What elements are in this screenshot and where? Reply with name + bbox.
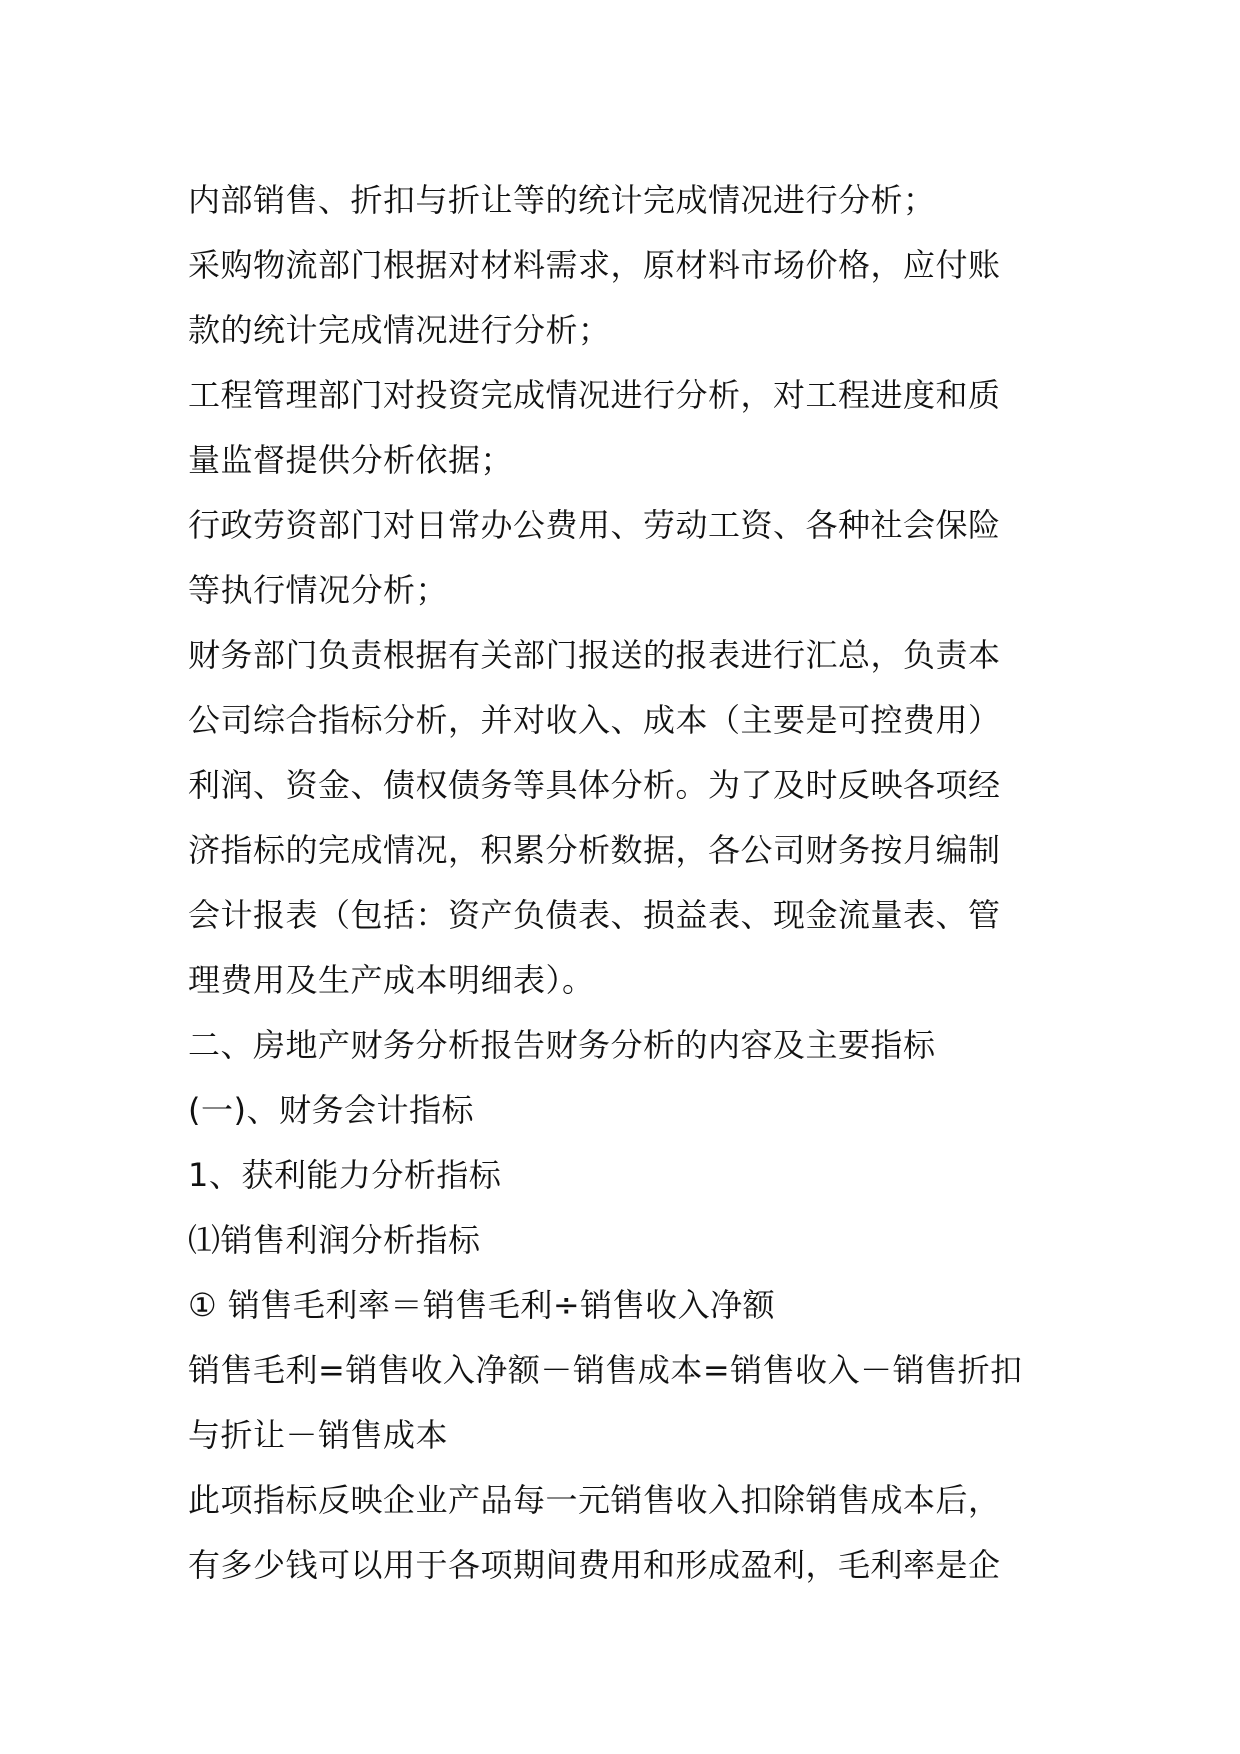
text-line: 济指标的完成情况，积累分析数据，各公司财务按月编制 (188, 831, 1001, 869)
text-line: 行政劳资部门对日常办公费用、劳动工资、各种社会保险 (188, 506, 1001, 544)
subsection-heading: ⑴销售利润分析指标 (188, 1221, 481, 1259)
text-line: 财务部门负责根据有关部门报送的报表进行汇总，负责本 (188, 636, 1001, 674)
text-line: 工程管理部门对投资完成情况进行分析，对工程进度和质 (188, 376, 1001, 414)
subsection-heading: (一)、财务会计指标 (188, 1091, 474, 1129)
text-line: 公司综合指标分析，并对收入、成本（主要是可控费用） (188, 701, 1001, 739)
text-line: 此项指标反映企业产品每一元销售收入扣除销售成本后， (188, 1481, 1001, 1519)
formula-line: ① 销售毛利率＝销售毛利÷销售收入净额 (188, 1286, 776, 1324)
text-line: 有多少钱可以用于各项期间费用和形成盈利，毛利率是企 (188, 1546, 1001, 1584)
section-heading: 二、房地产财务分析报告财务分析的内容及主要指标 (188, 1026, 936, 1064)
text-line: 量监督提供分析依据； (188, 441, 514, 479)
text-line: 款的统计完成情况进行分析； (188, 311, 611, 349)
body-text (188, 168, 1068, 1598)
formula-line: 销售毛利=销售收入净额－销售成本=销售收入－销售折扣 (188, 1351, 1023, 1389)
formula-line: 与折让－销售成本 (188, 1416, 449, 1454)
subsection-heading: 1、获利能力分析指标 (188, 1156, 502, 1194)
text-line: 利润、资金、债权债务等具体分析。为了及时反映各项经 (188, 766, 1001, 804)
text-line: 会计报表（包括：资产负债表、损益表、现金流量表、管 (188, 896, 1001, 934)
text-line: 理费用及生产成本明细表）。 (188, 961, 595, 999)
text-line: 等执行情况分析； (188, 571, 449, 609)
text-line: 内部销售、折扣与折让等的统计完成情况进行分析； (188, 181, 936, 219)
text-line: 采购物流部门根据对材料需求，原材料市场价格，应付账 (188, 246, 1001, 284)
